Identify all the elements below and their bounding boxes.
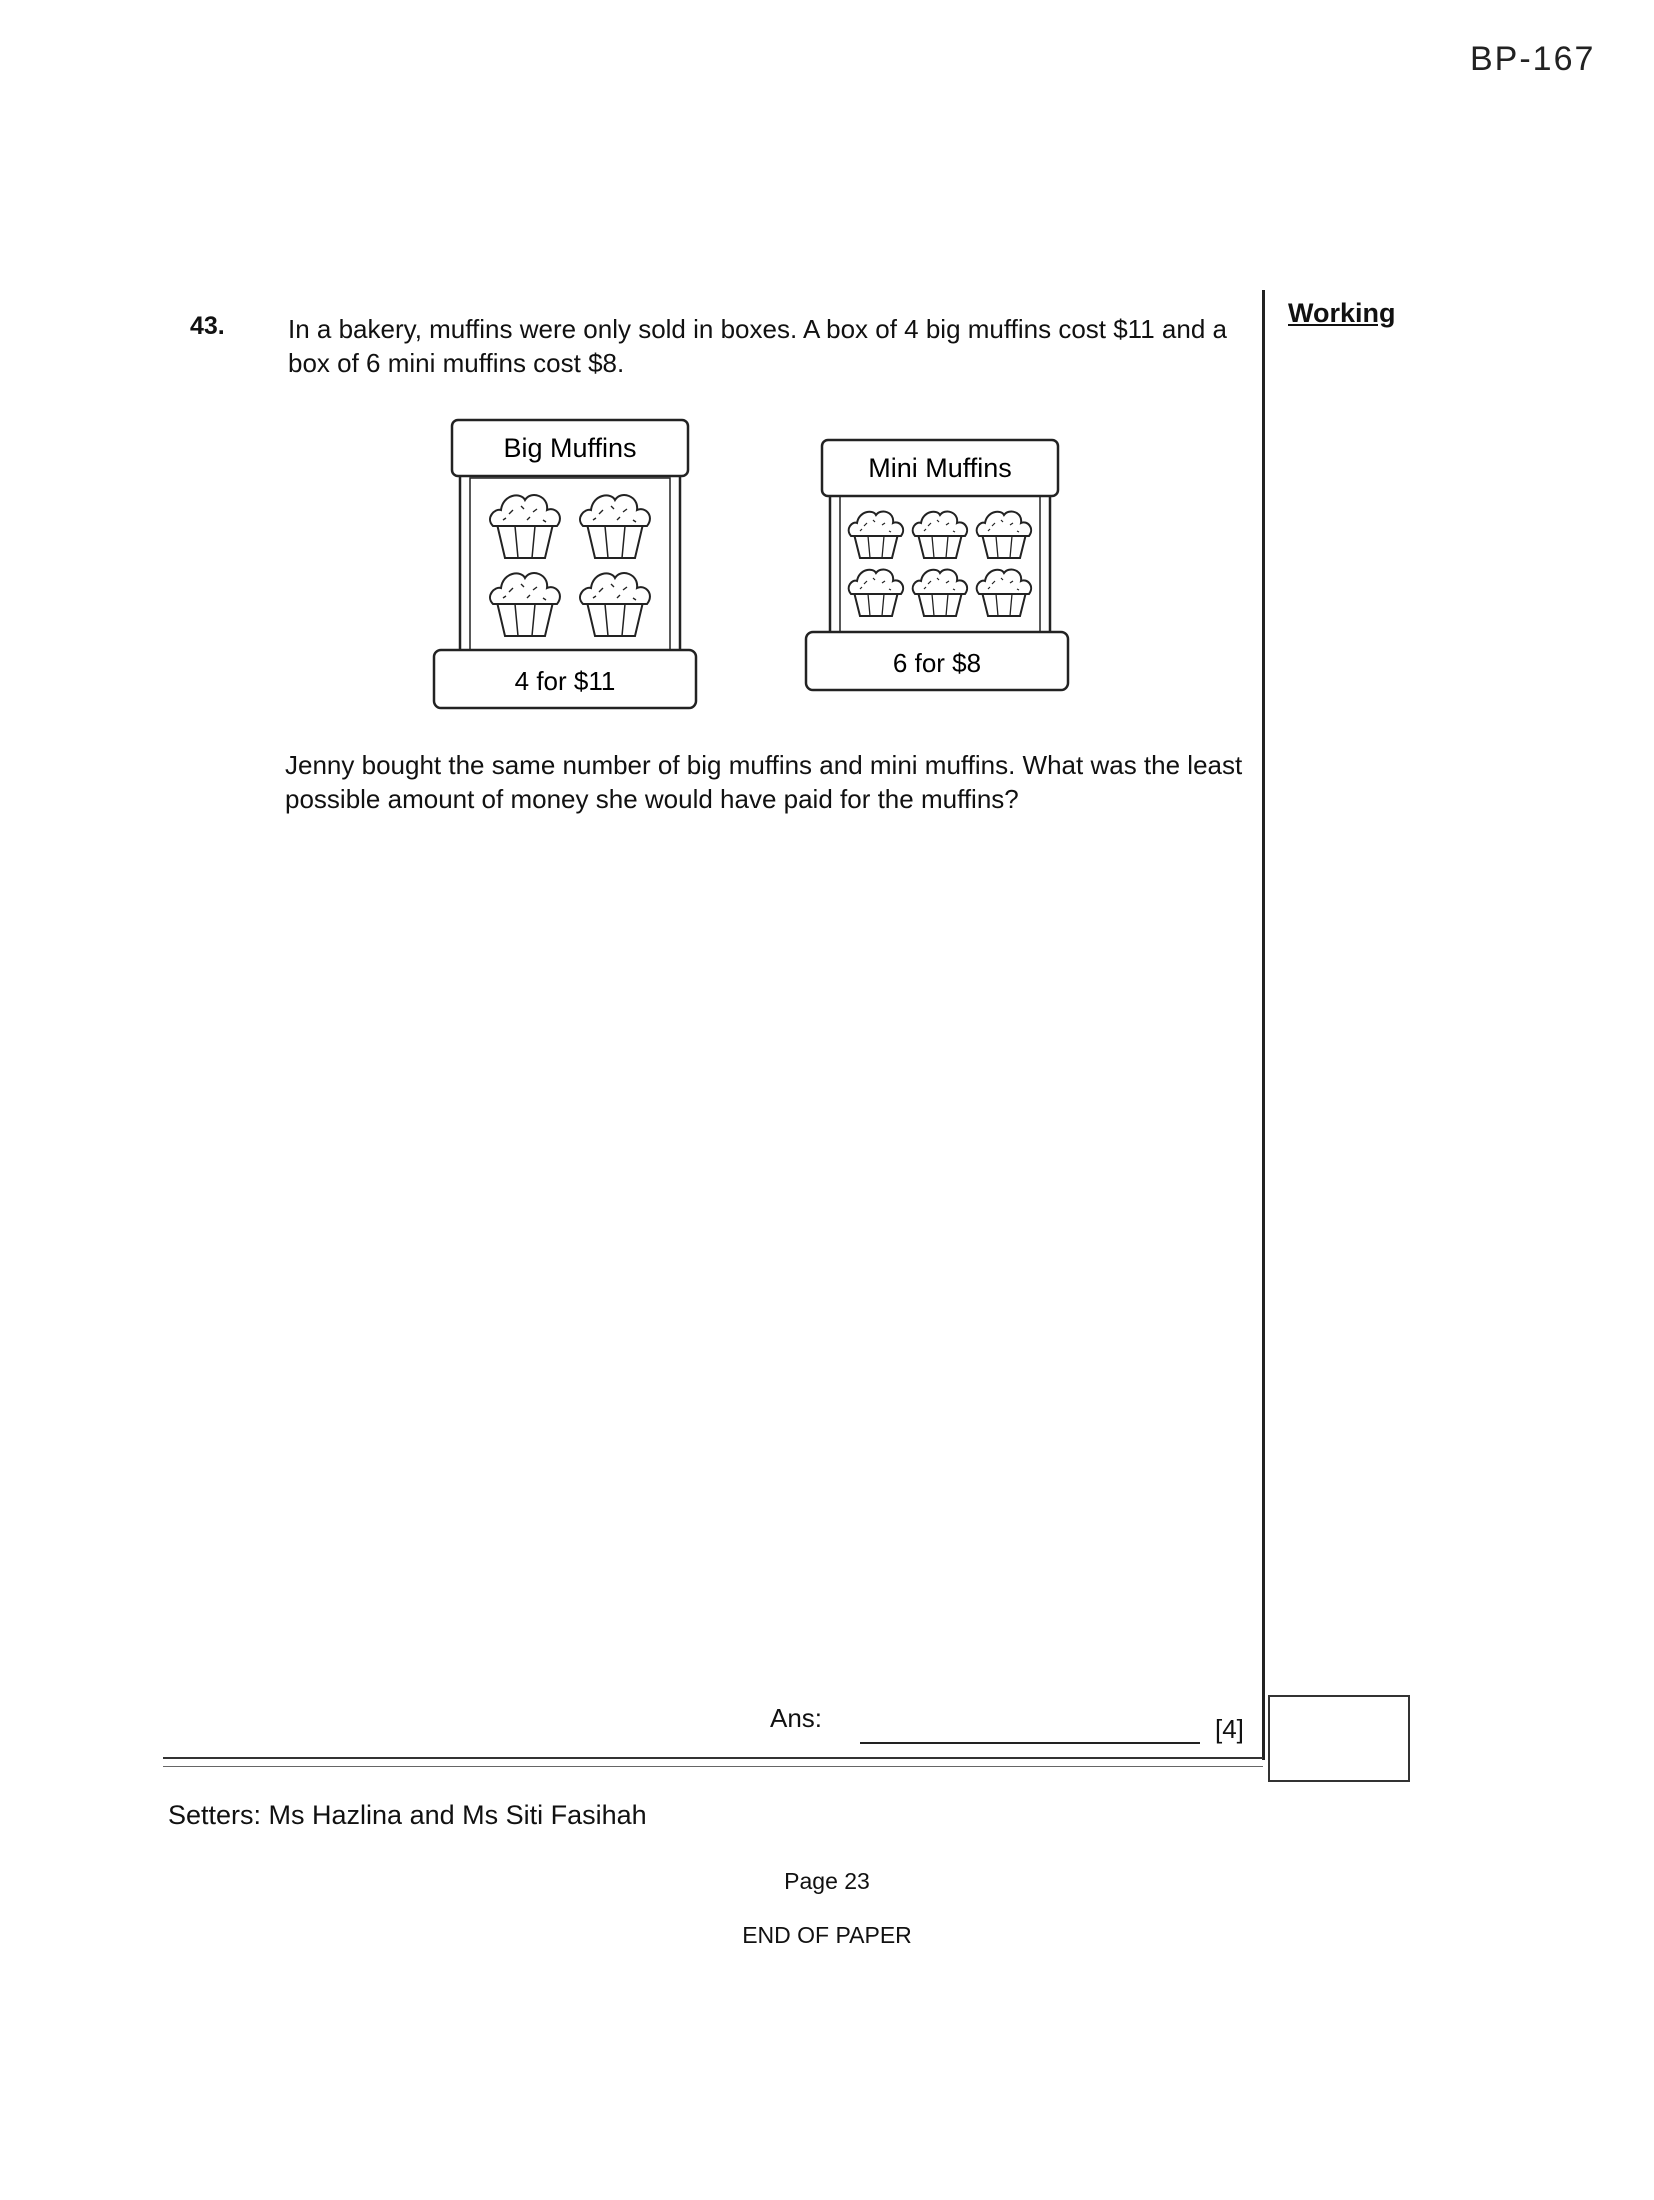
question-number: 43. — [190, 312, 225, 340]
working-label: Working — [1288, 298, 1396, 328]
big-muffins-box — [434, 420, 696, 708]
marks-label: [4] — [1215, 1714, 1244, 1744]
big-muffins-price: 4 for $11 — [514, 666, 616, 696]
setters-note: Setters: Ms Hazlina and Ms Siti Fasihah — [168, 1800, 647, 1830]
mini-muffins-box — [806, 440, 1068, 690]
page-code: BP-167 — [1470, 40, 1596, 78]
big-muffins-title: Big Muffins — [503, 433, 637, 463]
mini-muffins-title: Mini Muffins — [868, 453, 1012, 483]
answer-label: Ans: — [770, 1703, 823, 1733]
answer-line[interactable] — [860, 1742, 1200, 1744]
muffin-boxes-figure — [420, 410, 1120, 730]
question-text: In a bakery, muffins were only sold in boxes. A box of 4 big muffins cost $11 and a box of 6 mini muffins cost $8. — [288, 314, 1227, 378]
page-number: Page 23 — [784, 1868, 870, 1894]
end-of-paper: END OF PAPER — [742, 1922, 912, 1948]
question-followup: Jenny bought the same number of big muffins and mini muffins. What was the least possible amount of money she would have paid for the muffins? — [285, 750, 1243, 814]
answer-rule — [163, 1757, 1263, 1759]
working-divider — [1262, 290, 1265, 1760]
mini-muffins-price: 6 for $8 — [892, 648, 982, 678]
answer-rule-thin — [163, 1766, 1263, 1767]
marks-box — [1268, 1695, 1410, 1782]
